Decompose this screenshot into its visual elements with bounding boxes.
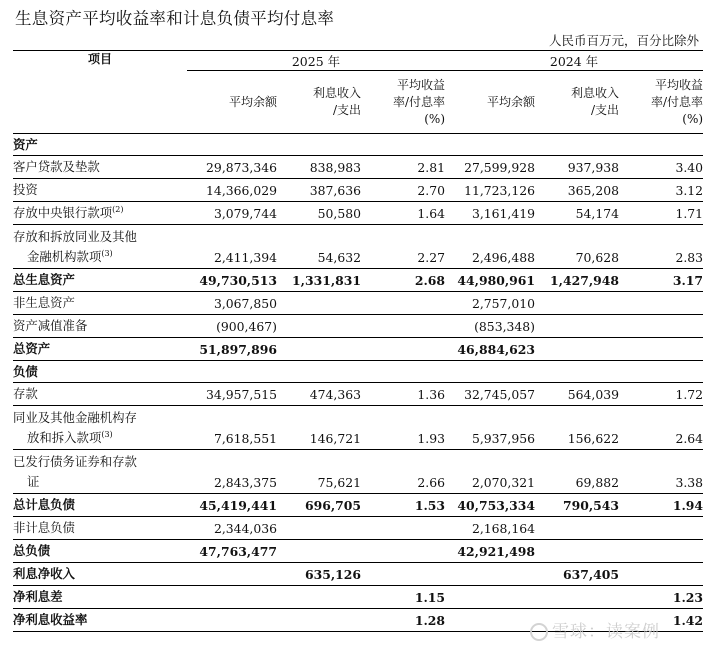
cell-value: 1.94 xyxy=(619,494,703,517)
cell-value: 387,636 xyxy=(277,179,361,202)
watermark: 雪球：读案例 xyxy=(530,617,660,642)
cell-value: 696,705 xyxy=(277,494,361,517)
cell-value: 2,843,375 xyxy=(187,450,277,494)
cell-value: 3.17 xyxy=(619,269,703,292)
cell-value: 564,039 xyxy=(535,383,619,406)
row-label: 总计息负债 xyxy=(13,494,187,517)
cell-value: 50,580 xyxy=(277,202,361,225)
row-label: 非生息资产 xyxy=(13,292,187,315)
cell-value: 2,344,036 xyxy=(187,517,277,540)
table-row xyxy=(13,225,703,269)
cell-value: 54,174 xyxy=(535,202,619,225)
table-row-total xyxy=(13,494,703,517)
row-label: 总负债 xyxy=(13,540,187,563)
cell-value: 3.38 xyxy=(619,450,703,494)
year-2025-header: 2025 年 xyxy=(187,51,445,71)
cell-value: 1.72 xyxy=(619,383,703,406)
cell-value: 156,622 xyxy=(535,406,619,450)
cell-value: 1,427,948 xyxy=(535,269,619,292)
cell-value: 2.68 xyxy=(361,269,445,292)
cell-value: 937,938 xyxy=(535,156,619,179)
row-label: 客户贷款及垫款 xyxy=(13,156,187,179)
cell-value: 51,897,896 xyxy=(187,338,277,361)
cell-value: 2,757,010 xyxy=(445,292,535,315)
cell-value: 3,067,850 xyxy=(187,292,277,315)
cell-value: 46,884,623 xyxy=(445,338,535,361)
cell-value: 1.93 xyxy=(361,406,445,450)
rate-header-2024: 平均收益 率/付息率 (%) xyxy=(619,71,703,134)
cell-value: (900,467) xyxy=(187,315,277,338)
cell-value: 2,168,164 xyxy=(445,517,535,540)
interest-header-2025: 利息收入 /支出 xyxy=(277,71,361,134)
table-row xyxy=(13,179,703,202)
cell-value: 27,599,928 xyxy=(445,156,535,179)
cell-value: 1.64 xyxy=(361,202,445,225)
table-row-total xyxy=(13,586,703,609)
cell-value: 32,745,057 xyxy=(445,383,535,406)
row-label: 总生息资产 xyxy=(13,269,187,292)
table-row-total xyxy=(13,338,703,361)
unit-note: 人民币百万元，百分比除外 xyxy=(548,33,699,48)
section-assets xyxy=(13,134,703,156)
cell-value: 1.23 xyxy=(619,586,703,609)
cell-value: 34,957,515 xyxy=(187,383,277,406)
cell-value: 2.70 xyxy=(361,179,445,202)
cell-value: 45,419,441 xyxy=(187,494,277,517)
cell-value: 838,983 xyxy=(277,156,361,179)
table-row xyxy=(13,383,703,406)
item-header: 项目 xyxy=(13,71,187,134)
table-row xyxy=(13,156,703,179)
cell-value: 1.42 xyxy=(619,609,703,632)
interest-header-2024: 利息收入 /支出 xyxy=(535,71,619,134)
row-label: 存放中央银行款项$^{(2)}$ xyxy=(13,202,187,225)
cell-value: (853,348) xyxy=(445,315,535,338)
cell-value: 75,621 xyxy=(277,450,361,494)
row-label: 资产减值准备 xyxy=(13,315,187,338)
cell-value: 3,161,419 xyxy=(445,202,535,225)
cell-value: 1.53 xyxy=(361,494,445,517)
footnote-mark: (3) xyxy=(101,248,113,258)
row-label: 同业及其他金融机构存 放和拆入款项$^{(3)}$ xyxy=(13,406,187,450)
cell-value: 47,763,477 xyxy=(187,540,277,563)
cell-value: 40,753,334 xyxy=(445,494,535,517)
financial-table xyxy=(13,50,703,632)
cell-value: 635,126 xyxy=(277,563,361,586)
cell-value: 2,070,321 xyxy=(445,450,535,494)
row-label: 存放和拆放同业及其他 金融机构款项$^{(3)}$ xyxy=(13,225,187,269)
row-label: 存款 xyxy=(13,383,187,406)
row-label: 投资 xyxy=(13,179,187,202)
cell-value: 2.81 xyxy=(361,156,445,179)
cell-value: 1,331,831 xyxy=(277,269,361,292)
cell-value: 3,079,744 xyxy=(187,202,277,225)
cell-value: 2.27 xyxy=(361,225,445,269)
footnote-mark: (2) xyxy=(112,204,124,214)
cell-value: 7,618,551 xyxy=(187,406,277,450)
cell-value: 3.40 xyxy=(619,156,703,179)
cell-value: 1.15 xyxy=(361,586,445,609)
cell-value: 1.71 xyxy=(619,202,703,225)
cell-value: 49,730,513 xyxy=(187,269,277,292)
table-row-total xyxy=(13,540,703,563)
section-liabilities xyxy=(13,361,703,383)
row-label: 非计息负债 xyxy=(13,517,187,540)
cell-value: 29,873,346 xyxy=(187,156,277,179)
page-title: 生息资产平均收益率和计息负债平均付息率 xyxy=(15,9,335,28)
cell-value: 42,921,498 xyxy=(445,540,535,563)
cell-value: 146,721 xyxy=(277,406,361,450)
table-row xyxy=(13,292,703,315)
cell-value: 2.66 xyxy=(361,450,445,494)
cell-value: 54,632 xyxy=(277,225,361,269)
cell-value: 5,937,956 xyxy=(445,406,535,450)
cell-value: 637,405 xyxy=(535,563,619,586)
footnote-mark: (3) xyxy=(101,429,113,439)
cell-value: 2.83 xyxy=(619,225,703,269)
cell-value: 2,496,488 xyxy=(445,225,535,269)
section-label: 资产 xyxy=(13,134,187,156)
row-label: 总资产 xyxy=(13,338,187,361)
cell-value: 44,980,961 xyxy=(445,269,535,292)
cell-value: 2,411,394 xyxy=(187,225,277,269)
cell-value: 474,363 xyxy=(277,383,361,406)
cell-value: 1.28 xyxy=(361,609,445,632)
cell-value: 70,628 xyxy=(535,225,619,269)
avg-balance-header-2025: 平均余额 xyxy=(187,71,277,134)
avg-balance-header-2024: 平均余额 xyxy=(445,71,535,134)
table-row-total xyxy=(13,269,703,292)
snowball-logo-icon xyxy=(530,623,548,641)
table-row xyxy=(13,450,703,494)
table-row-total xyxy=(13,563,703,586)
cell-value: 365,208 xyxy=(535,179,619,202)
table-row xyxy=(13,406,703,450)
row-label: 净利息差 xyxy=(13,586,187,609)
rate-header-2025: 平均收益 率/付息率 (%) xyxy=(361,71,445,134)
row-label: 净利息收益率 xyxy=(13,609,187,632)
cell-value: 11,723,126 xyxy=(445,179,535,202)
cell-value: 2.64 xyxy=(619,406,703,450)
section-label: 负债 xyxy=(13,361,187,383)
row-label: 利息净收入 xyxy=(13,563,187,586)
cell-value: 14,366,029 xyxy=(187,179,277,202)
row-label: 已发行债务证券和存款 证 xyxy=(13,450,187,494)
cell-value: 69,882 xyxy=(535,450,619,494)
year-2024-header: 2024 年 xyxy=(445,51,703,71)
cell-value: 790,543 xyxy=(535,494,619,517)
table-row xyxy=(13,202,703,225)
table-row xyxy=(13,517,703,540)
table-row xyxy=(13,315,703,338)
cell-value: 1.36 xyxy=(361,383,445,406)
cell-value: 3.12 xyxy=(619,179,703,202)
